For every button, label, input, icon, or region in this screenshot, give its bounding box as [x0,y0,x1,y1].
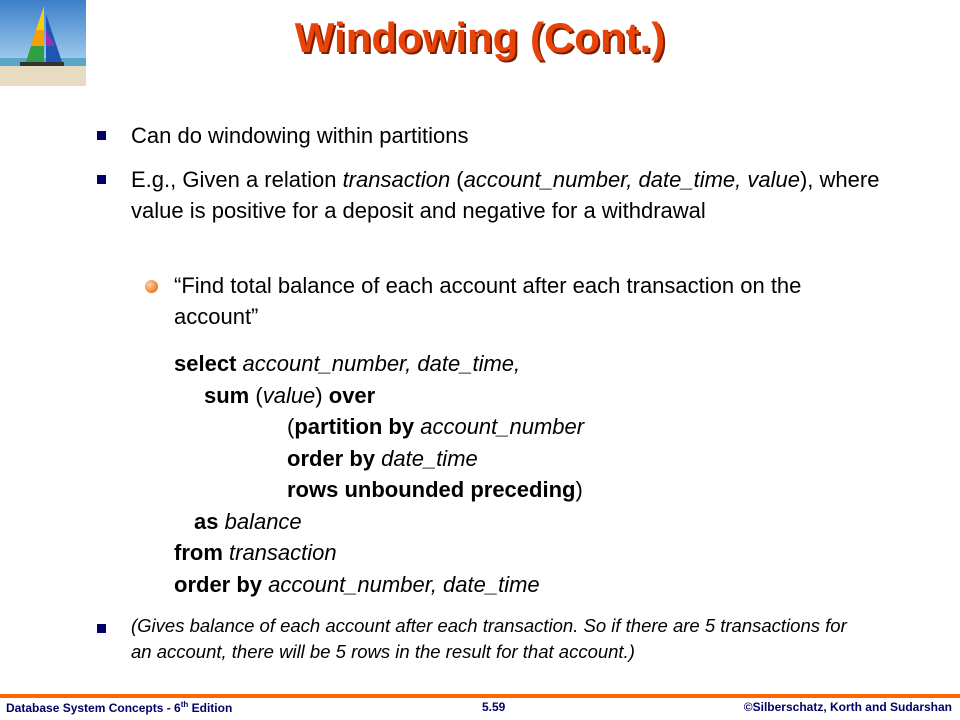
bullet-2-part: E.g., Given a relation [131,167,343,192]
sql-keyword: sum [204,382,250,408]
sql-keyword: rows unbounded preceding [287,477,576,502]
bullet-marker [97,175,106,184]
sql-identifier: account_number, date_time [262,571,540,597]
relation-name: transaction [342,167,451,192]
sub-bullet-marker [145,280,158,293]
sql-punct: ( [287,414,295,439]
sql-keyword: order by [174,571,263,597]
sql-identifier: account_number [414,414,585,439]
bullet-marker [97,624,106,633]
sql-line-2 [174,380,584,412]
sql-keyword: as [194,508,219,534]
bullet-text-2 [131,164,891,226]
sql-line-1 [174,348,584,380]
sql-keyword: from [174,540,223,565]
sql-line-8 [174,569,584,601]
sql-keyword: partition by [294,414,415,439]
sql-line-4 [174,443,584,475]
sql-line-7 [174,537,584,569]
sql-identifier: value [262,382,316,408]
sql-identifier: transaction [222,540,337,565]
bullet-marker [97,131,106,140]
sql-line-5 [174,474,584,506]
bullet-2-part: ( [450,167,464,192]
slide-title: Windowing (Cont.) [294,14,666,61]
bullet-text-1: Can do windowing within partitions [131,123,469,148]
relation-attributes: account_number, date_time, value [463,167,800,192]
sql-identifier: date_time [375,445,478,471]
sql-identifier: balance [218,508,302,534]
footer-bar [0,694,960,698]
sql-punct: ) [575,477,583,502]
note-text: (Gives balance of each account after each transaction. So if there are 5 transactions for an account, there will be 5 rows in the result for that account.) [131,615,847,662]
sql-query [174,348,584,600]
bullet-2-part: ), where value is positive for a deposit and negative for a withdrawal [131,167,880,223]
sql-punct: ( [249,382,263,408]
footer-copyright: ©Silberschatz, Korth and Sudarshan [743,700,952,714]
sql-line-3 [174,411,584,443]
sql-keyword: order by [287,445,376,471]
sql-identifier: account_number, date_time, [236,351,521,376]
footer-sup: th [180,700,189,709]
sql-punct: ) [315,382,329,408]
footer-page-number: 5.59 [482,700,506,714]
footer-book-title [6,700,232,715]
footer-book-name: Database System Concepts - 6 [6,701,181,715]
sql-keyword: select [174,351,237,376]
footer-edition: Edition [188,701,233,715]
sql-keyword: over [328,382,376,408]
sql-line-6 [174,506,584,538]
sub-bullet-text: “Find total balance of each account after each transaction on the account” [174,273,802,329]
